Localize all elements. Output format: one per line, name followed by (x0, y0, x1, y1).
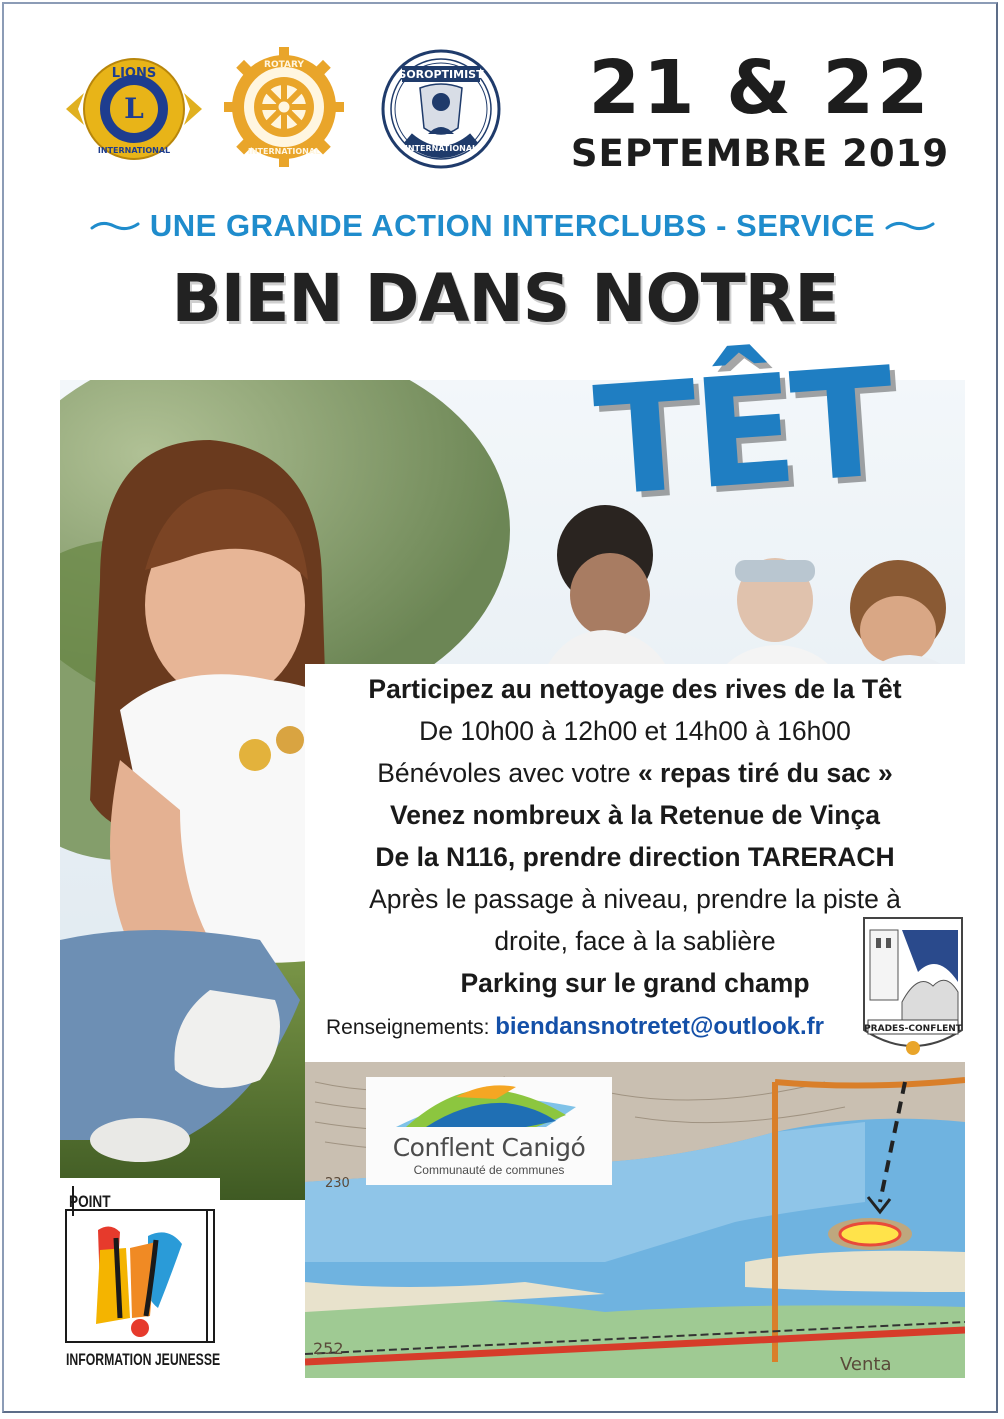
conflent-sub: Communauté de communes (413, 1163, 565, 1177)
map-altitude-230: 230 (325, 1176, 350, 1191)
wave-left-icon (90, 218, 140, 234)
point-information-jeunesse-logo (60, 1178, 220, 1383)
contact-email-link[interactable]: biendansnotretet@outlook.fr (495, 1013, 824, 1040)
event-dates: 21 & 22 (588, 45, 932, 131)
info-line-2: De 10h00 à 12h00 et 14h00 à 16h00 (419, 716, 851, 746)
info-line-3-prefix: Bénévoles avec votre (377, 758, 638, 788)
rotary-top-text: ROTARY (264, 60, 304, 70)
rotary-bottom-text: INTERNATIONAL (247, 147, 321, 156)
contact-line (245, 1010, 905, 1041)
rotary-logo (222, 45, 346, 169)
map-place-label: Venta (840, 1354, 892, 1375)
map-altitude-252: 252 (313, 1339, 344, 1358)
headline-tet: TÊT (589, 335, 897, 531)
info-line-6: Après le passage à niveau, prendre la piste à (369, 884, 901, 914)
prades-conflent-badge (858, 912, 968, 1064)
tagline (55, 204, 970, 248)
mountain-icon (366, 1077, 612, 1133)
headline: BIEN DANS NOTRE (171, 260, 839, 337)
info-line-3-bold: « repas tiré du sac » (637, 758, 893, 788)
soroptimist-top-text: SOROPTIMIST (398, 68, 484, 81)
info-line-1: Participez au nettoyage des rives de la Têt (368, 674, 902, 704)
conflent-canigo-logo (366, 1077, 612, 1185)
contact-label: Renseignements: (326, 1016, 496, 1039)
info-line-5: De la N116, prendre direction TARERACH (375, 842, 895, 872)
conflent-name: Conflent Canigó (392, 1133, 586, 1162)
info-line-4: Venez nombreux à la Retenue de Vinça (390, 800, 880, 830)
lions-initial: L (124, 92, 144, 125)
soroptimist-logo (380, 48, 502, 170)
info-line-3 (305, 758, 965, 789)
pij-point-text: POINT (69, 1192, 111, 1211)
wave-right-icon (885, 218, 935, 234)
soroptimist-bottom-text: INTERNATIONAL (404, 144, 478, 153)
lions-logo (60, 55, 208, 163)
event-month-year: SEPTEMBRE 2019 (570, 132, 950, 175)
tagline-text: UNE GRANDE ACTION INTERCLUBS - SERVICE (149, 208, 876, 243)
lions-name: LIONS (111, 66, 157, 81)
lions-sub: INTERNATIONAL (97, 146, 171, 155)
pij-info-text: INFORMATION JEUNESSE (66, 1350, 221, 1369)
info-line-7: droite, face à la sablière (494, 926, 776, 956)
prades-badge-text: PRADES-CONFLENT (864, 1024, 962, 1034)
info-line-8: Parking sur le grand champ (460, 968, 810, 998)
